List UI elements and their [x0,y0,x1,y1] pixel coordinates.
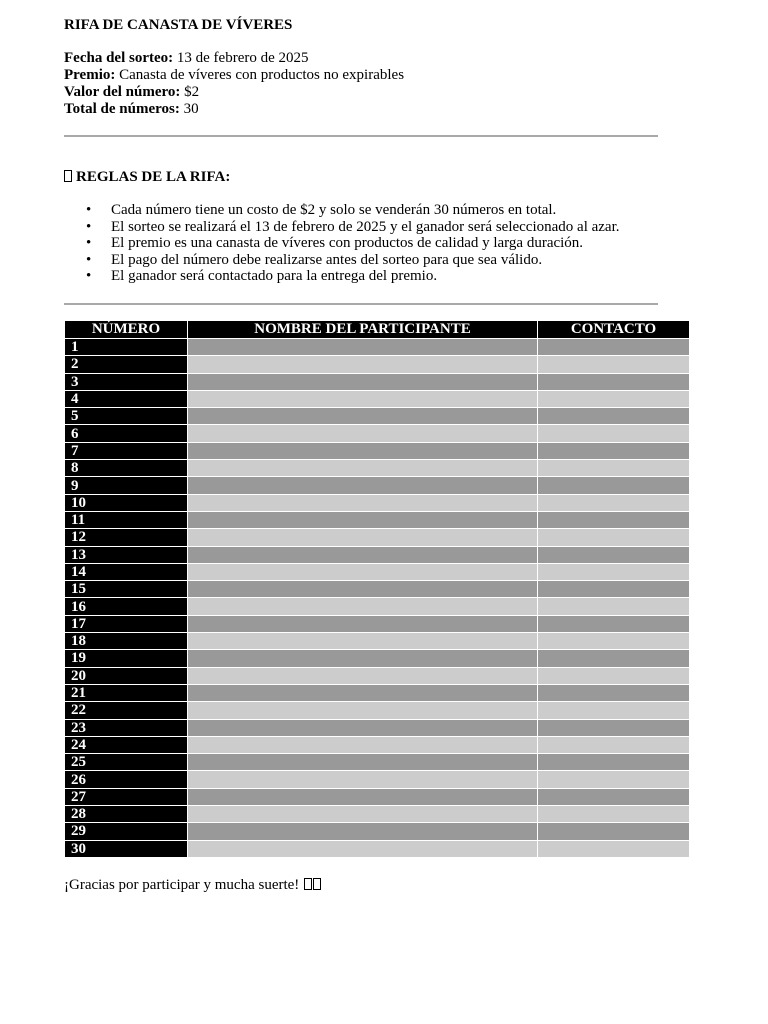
divider [64,303,658,305]
table-row [65,373,690,390]
bullet: • [86,235,92,252]
table-row [65,754,690,771]
rule-item [64,235,620,252]
rule-item [64,252,620,269]
ticket-number-cell: 26 [65,771,188,788]
ticket-number-cell: 7 [65,442,188,459]
info-value: 13 de febrero de 2025 [176,50,309,66]
closing-message [64,876,321,894]
ticket-number-cell: 21 [65,684,188,701]
contact-cell[interactable] [538,771,690,788]
ticket-number-cell: 11 [65,511,188,528]
participant-name-cell[interactable] [188,460,538,477]
contact-cell[interactable] [538,356,690,373]
ticket-number-cell: 17 [65,615,188,632]
info-label: Valor del número: [64,84,181,100]
participant-name-cell[interactable] [188,771,538,788]
table-row [65,598,690,615]
participant-name-cell[interactable] [188,529,538,546]
participant-name-cell[interactable] [188,339,538,356]
contact-cell[interactable] [538,442,690,459]
missing-glyph-box-icon [304,878,312,890]
ticket-number-cell: 9 [65,477,188,494]
bullet: • [86,268,92,285]
ticket-number-cell: 19 [65,650,188,667]
table-row [65,788,690,805]
contact-cell[interactable] [538,736,690,753]
contact-cell[interactable] [538,667,690,684]
participant-name-cell[interactable] [188,650,538,667]
rule-item [64,202,620,219]
contact-cell[interactable] [538,788,690,805]
table-row [65,684,690,701]
table-row [65,615,690,632]
table-row [65,736,690,753]
contact-cell[interactable] [538,408,690,425]
info-total-numbers [64,101,404,118]
ticket-number-cell: 12 [65,529,188,546]
bullet: • [86,251,92,268]
participant-name-cell[interactable] [188,563,538,580]
contact-cell[interactable] [538,702,690,719]
raffle-info [64,50,404,118]
participant-name-cell[interactable] [188,823,538,840]
ticket-number-cell: 15 [65,581,188,598]
contact-cell[interactable] [538,650,690,667]
participant-name-cell[interactable] [188,633,538,650]
ticket-number-cell: 13 [65,546,188,563]
participant-name-cell[interactable] [188,356,538,373]
contact-cell[interactable] [538,425,690,442]
table-row [65,408,690,425]
ticket-number-cell: 29 [65,823,188,840]
table-row [65,494,690,511]
contact-cell[interactable] [538,460,690,477]
participant-name-cell[interactable] [188,408,538,425]
table-row [65,477,690,494]
ticket-number-cell: 22 [65,702,188,719]
ticket-number-cell: 25 [65,754,188,771]
info-draw-date [64,50,404,67]
contact-cell[interactable] [538,546,690,563]
table-row [65,511,690,528]
contact-cell[interactable] [538,563,690,580]
contact-cell[interactable] [538,719,690,736]
info-label: Total de números: [64,101,180,117]
contact-cell[interactable] [538,581,690,598]
participant-name-cell[interactable] [188,546,538,563]
ticket-number-cell: 27 [65,788,188,805]
table-row [65,546,690,563]
participant-name-cell[interactable] [188,442,538,459]
participant-name-cell[interactable] [188,425,538,442]
table-row [65,442,690,459]
table-row [65,823,690,840]
ticket-number-cell: 30 [65,840,188,857]
participant-name-cell[interactable] [188,581,538,598]
ticket-number-cell: 14 [65,563,188,580]
rule-item [64,268,620,285]
missing-glyph-box-icon [64,170,72,182]
table-row [65,719,690,736]
participant-name-cell[interactable] [188,494,538,511]
divider [64,135,658,137]
participant-name-cell[interactable] [188,373,538,390]
ticket-number-cell: 16 [65,598,188,615]
contact-cell[interactable] [538,390,690,407]
table-row [65,702,690,719]
table-row [65,806,690,823]
contact-cell[interactable] [538,598,690,615]
contact-cell[interactable] [538,339,690,356]
rules-heading-text: REGLAS DE LA RIFA: [76,169,231,185]
info-value: Canasta de víveres con productos no expirables [119,67,405,83]
missing-glyph-box-icon [313,878,321,890]
ticket-number-cell: 8 [65,460,188,477]
contact-cell[interactable] [538,754,690,771]
table-row [65,563,690,580]
contact-cell[interactable] [538,823,690,840]
ticket-number-cell: 24 [65,736,188,753]
contact-cell[interactable] [538,529,690,546]
contact-cell[interactable] [538,511,690,528]
document-title: RIFA DE CANASTA DE VÍVERES [64,17,293,33]
bullet: • [86,218,92,235]
table-row [65,840,690,857]
rule-text: El premio es una canasta de víveres con productos de calidad y larga duración. [111,235,584,252]
column-header-contact: CONTACTO [538,321,690,339]
participant-name-cell[interactable] [188,754,538,771]
participant-name-cell[interactable] [188,511,538,528]
table-row [65,339,690,356]
table-row [65,771,690,788]
participant-name-cell[interactable] [188,667,538,684]
participant-name-cell[interactable] [188,788,538,805]
participant-name-cell[interactable] [188,736,538,753]
raffle-table [64,320,690,858]
contact-cell[interactable] [538,373,690,390]
ticket-number-cell: 5 [65,408,188,425]
rules-list [64,202,620,285]
info-ticket-price [64,84,404,101]
table-row [65,529,690,546]
contact-cell[interactable] [538,477,690,494]
ticket-number-cell: 18 [65,633,188,650]
column-header-participant-name: NOMBRE DEL PARTICIPANTE [188,321,538,339]
table-row [65,650,690,667]
ticket-number-cell: 20 [65,667,188,684]
ticket-number-cell: 2 [65,356,188,373]
participant-name-cell[interactable] [188,477,538,494]
raffle-table-body [65,339,690,858]
table-row [65,581,690,598]
table-row [65,390,690,407]
ticket-number-cell: 23 [65,719,188,736]
participant-name-cell[interactable] [188,840,538,857]
table-row [65,425,690,442]
participant-name-cell[interactable] [188,684,538,701]
participant-name-cell[interactable] [188,598,538,615]
participant-name-cell[interactable] [188,806,538,823]
column-header-number: NÚMERO [65,321,188,339]
contact-cell[interactable] [538,684,690,701]
ticket-number-cell: 3 [65,373,188,390]
table-row [65,460,690,477]
participant-name-cell[interactable] [188,702,538,719]
rule-text: El sorteo se realizará el 13 de febrero de 2025 y el ganador será seleccionado al azar. [111,218,620,235]
ticket-number-cell: 6 [65,425,188,442]
table-row [65,633,690,650]
ticket-number-cell: 10 [65,494,188,511]
info-value: $2 [184,84,200,100]
table-header-row [65,321,690,339]
contact-cell[interactable] [538,494,690,511]
contact-cell[interactable] [538,840,690,857]
rules-heading [64,168,230,186]
ticket-number-cell: 1 [65,339,188,356]
participant-name-cell[interactable] [188,615,538,632]
info-label: Premio: [64,67,116,83]
rule-text: El ganador será contactado para la entrega del premio. [111,268,438,285]
participant-name-cell[interactable] [188,719,538,736]
closing-text: ¡Gracias por participar y mucha suerte! [64,877,300,893]
contact-cell[interactable] [538,806,690,823]
participant-name-cell[interactable] [188,390,538,407]
info-label: Fecha del sorteo: [64,50,174,66]
contact-cell[interactable] [538,615,690,632]
ticket-number-cell: 28 [65,806,188,823]
table-row [65,356,690,373]
table-row [65,667,690,684]
rule-item [64,219,620,236]
bullet: • [86,202,92,218]
ticket-number-cell: 4 [65,390,188,407]
rule-text: El pago del número debe realizarse antes del sorteo para que sea válido. [111,251,543,268]
info-value: 30 [183,101,199,117]
contact-cell[interactable] [538,633,690,650]
info-prize [64,67,404,84]
rule-text: Cada número tiene un costo de $2 y solo se venderán 30 números en total. [111,202,557,218]
